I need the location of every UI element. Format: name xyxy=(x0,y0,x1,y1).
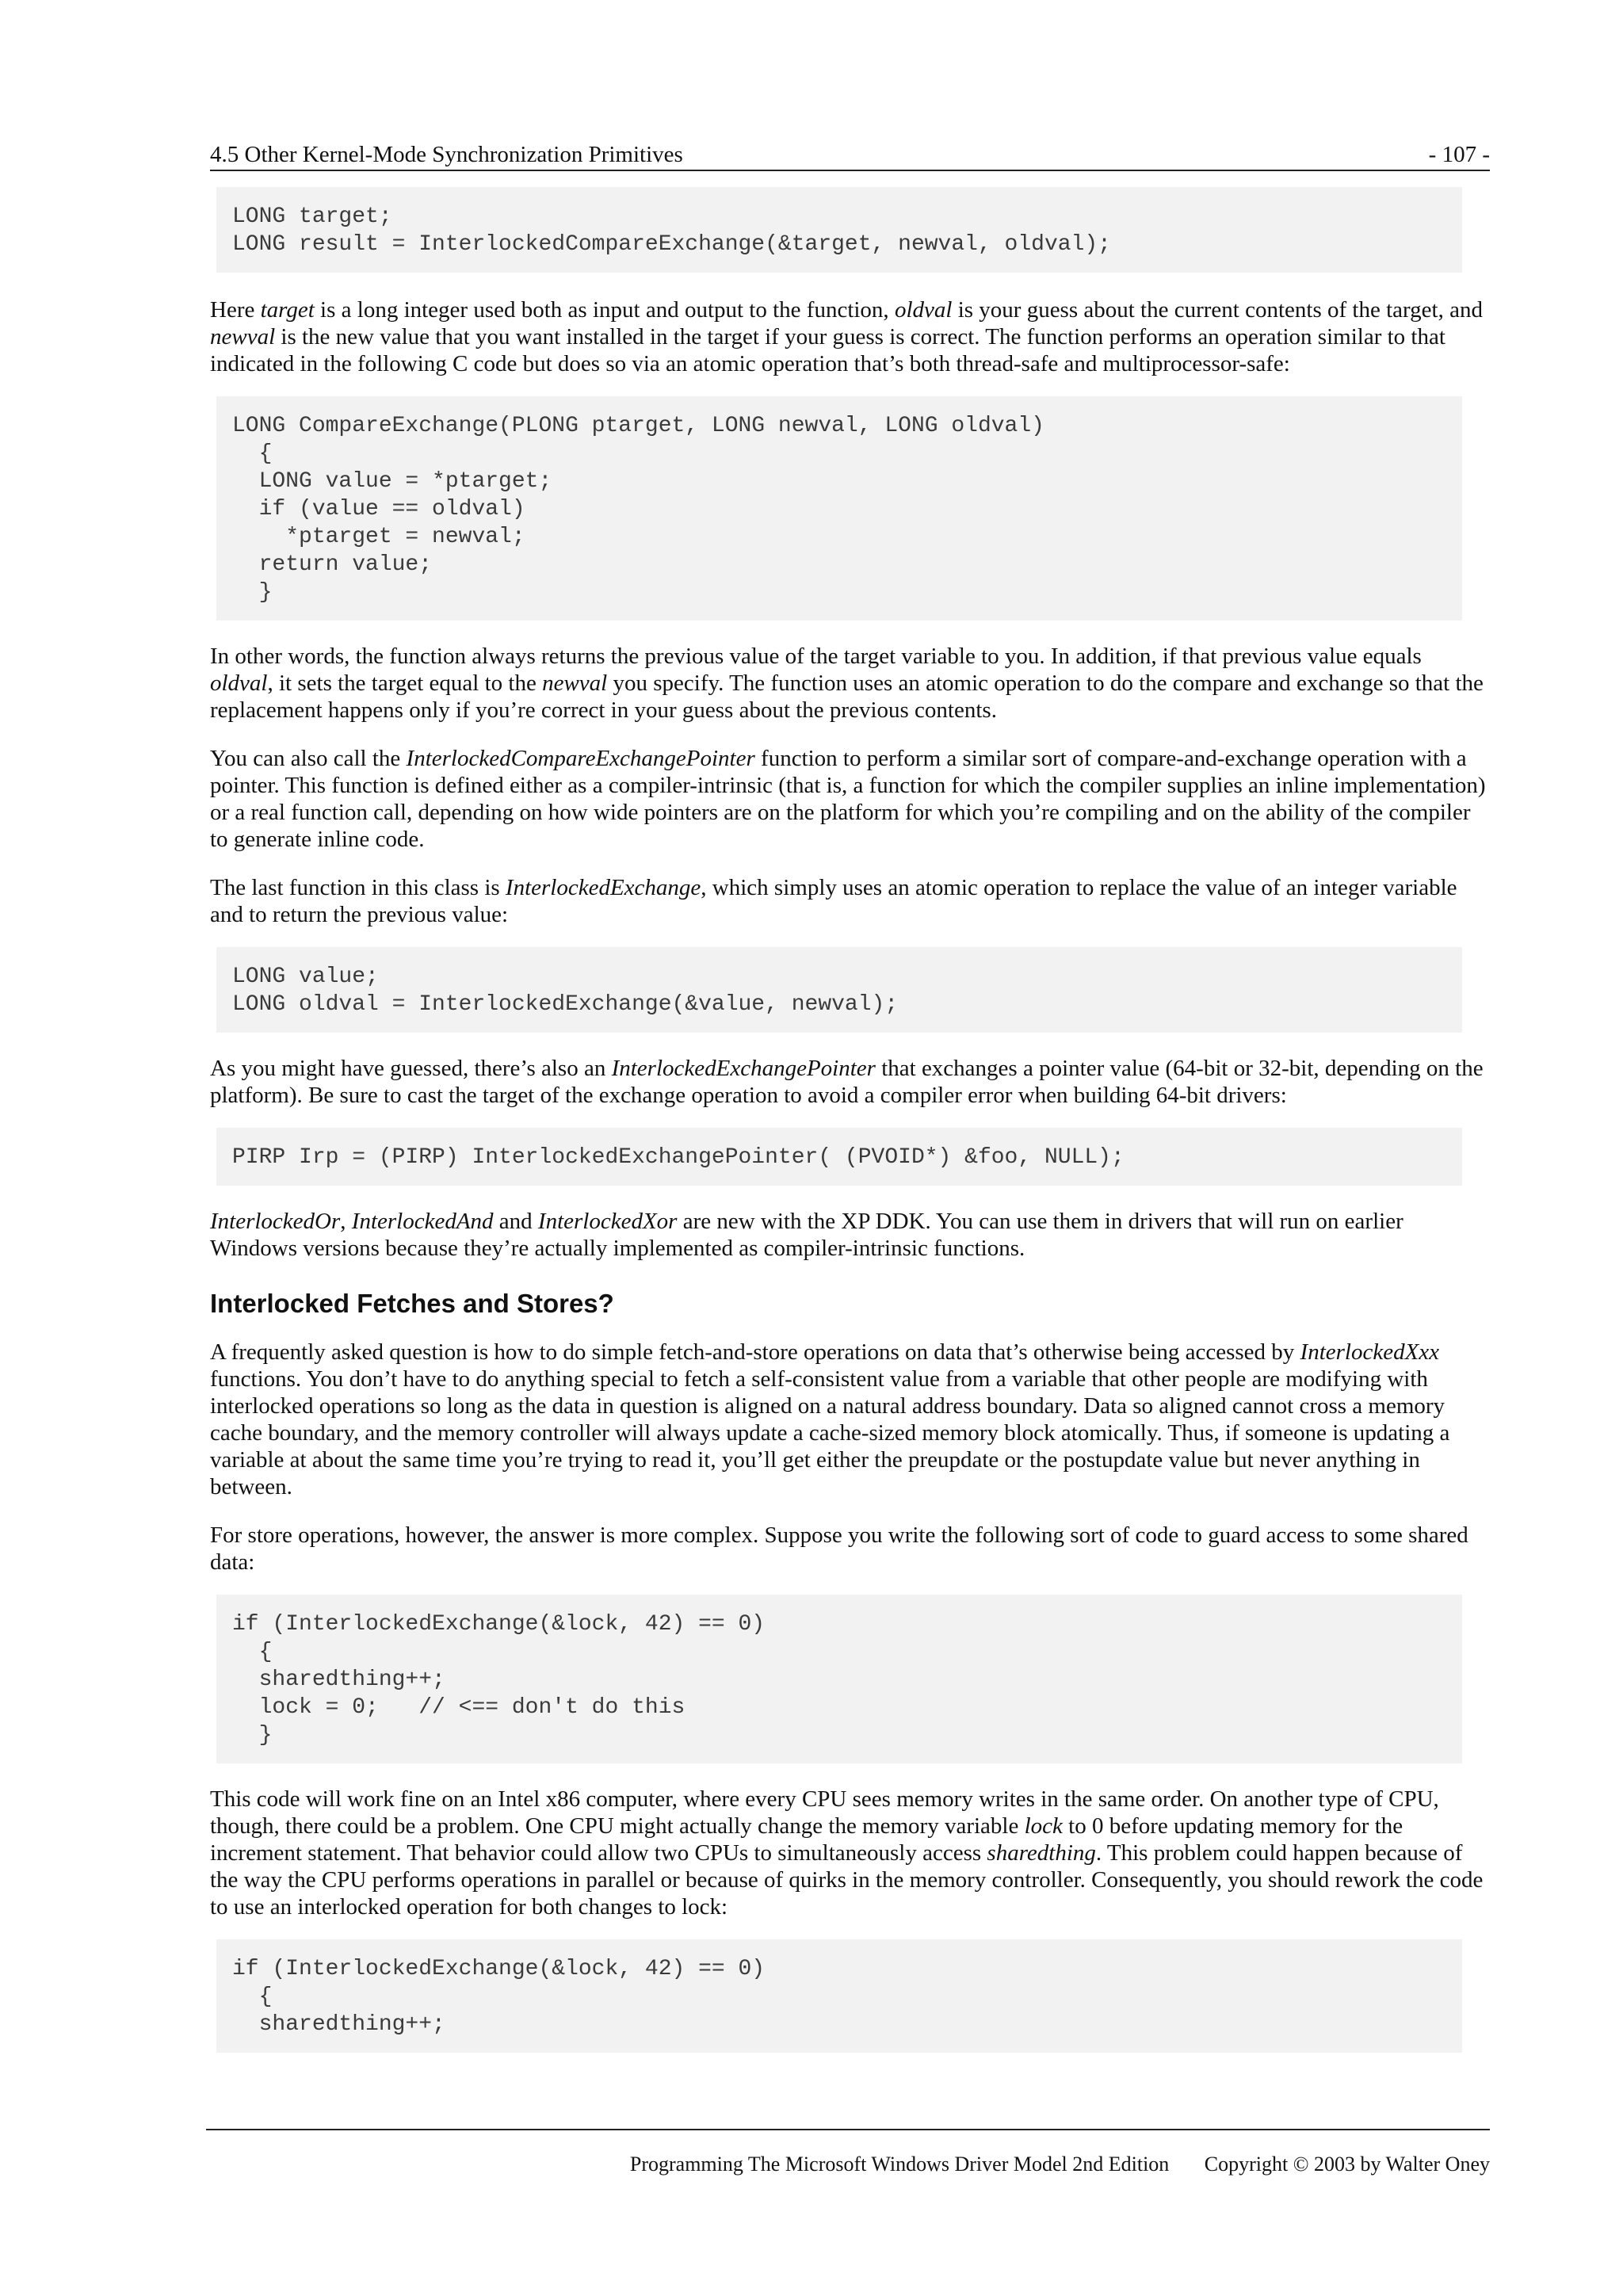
text-run: The last function in this class is xyxy=(210,875,506,900)
text-run: that exchanges a pointer value (64-bit or 32-bit, depending on the platform). Be sure to cast the target of the exchange operation to avoid a compiler error when building 64-bit drivers: xyxy=(210,1056,1484,1108)
paragraph-4 xyxy=(210,874,1490,928)
page-number: - 107 - xyxy=(1428,142,1490,167)
text-run: For store operations, however, the answer is more complex. Suppose you write the following sort of code to guard access to some shared data: xyxy=(210,1522,1468,1575)
paragraph-8 xyxy=(210,1522,1490,1576)
emphasized-term: oldval xyxy=(210,670,268,696)
emphasized-term: newval xyxy=(210,324,276,350)
text-run: , which simply uses an atomic operation to replace the value of an integer variable and to return the previous value: xyxy=(210,875,1457,927)
text-run: , xyxy=(340,1209,352,1234)
paragraph-3 xyxy=(210,745,1490,853)
emphasized-term: newval xyxy=(542,670,608,696)
code-block-6: if (InterlockedExchange(&lock, 42) == 0) { sharedthing++; xyxy=(216,1939,1462,2053)
paragraph-9 xyxy=(210,1786,1490,1920)
emphasized-term: InterlockedExchange xyxy=(505,875,701,900)
text-run: As you might have guessed, there’s also an xyxy=(210,1056,612,1081)
emphasized-term: lock xyxy=(1024,1813,1063,1839)
page-footer xyxy=(206,2129,1490,2176)
emphasized-term: oldval xyxy=(894,297,953,323)
emphasized-term: InterlockedCompareExchangePointer xyxy=(406,746,755,771)
emphasized-term: InterlockedAnd xyxy=(351,1209,494,1234)
text-run: are new with the XP DDK. You can use them in drivers that will run on earlier Windows versions because they’re actually implemented as compiler-intrinsic functions. xyxy=(210,1209,1403,1261)
text-run: and xyxy=(493,1209,538,1234)
paragraph-7 xyxy=(210,1339,1490,1500)
section-title: 4.5 Other Kernel-Mode Synchronization Primitives xyxy=(210,142,683,167)
text-run: You can also call the xyxy=(210,746,407,771)
code-block-2: LONG CompareExchange(PLONG ptarget, LONG newval, LONG oldval) { LONG value = *ptarget; if (value == oldval) *ptarget = newval; return value; } xyxy=(216,396,1462,621)
emphasized-term: sharedthing xyxy=(987,1840,1096,1866)
emphasized-term: InterlockedExchangePointer xyxy=(611,1056,876,1081)
text-run: you specify. The function uses an atomic operation to do the compare and exchange so that the replacement happens only if you’re correct in your guess about the previous contents. xyxy=(210,670,1484,723)
text-run: , it sets the target equal to the xyxy=(267,670,543,696)
emphasized-term: target xyxy=(260,297,315,323)
paragraph-1 xyxy=(210,296,1490,377)
paragraph-5 xyxy=(210,1055,1490,1109)
text-run: A frequently asked question is how to do simple fetch-and-store operations on data that’s otherwise being accessed by xyxy=(210,1339,1300,1365)
text-run: This code will work fine on an Intel x86 computer, where every CPU sees memory writes in the same order. On another type of CPU, though, there could be a problem. One CPU might actually change the memory variable xyxy=(210,1786,1439,1839)
page-content xyxy=(210,119,1490,2053)
text-run: Here xyxy=(210,297,261,323)
code-block-5: if (InterlockedExchange(&lock, 42) == 0) { sharedthing++; lock = 0; // <== don't do this } xyxy=(216,1595,1462,1763)
footer-copyright: Copyright © 2003 by Walter Oney xyxy=(1204,2153,1490,2176)
text-run: In other words, the function always returns the previous value of the target variable to you. In addition, if that previous value equals xyxy=(210,644,1422,669)
code-block-1: LONG target; LONG result = InterlockedCompareExchange(&target, newval, oldval); xyxy=(216,187,1462,273)
text-run: is a long integer used both as input and output to the function, xyxy=(314,297,895,323)
text-run: functions. You don’t have to do anything special to fetch a self-consistent value from a variable that other people are modifying with interlocked operations so long as the data in question is aligned on a natural address boundary. Data so aligned cannot cross a memory cache boundary, and the memory controller will always update a cache-sized memory block atomically. Thus, if someone is updating a variable at about the same time you’re trying to read it, you’ll get either the preupdate or the postupdate value but never anything in between. xyxy=(210,1366,1450,1499)
running-header xyxy=(210,127,1490,171)
paragraph-6 xyxy=(210,1208,1490,1262)
text-run: is the new value that you want installed in the target if your guess is correct. The function performs an operation similar to that indicated in the following C code but does so via an atomic operation that’s both thread-safe and multiprocessor-safe: xyxy=(210,324,1445,376)
emphasized-term: InterlockedXxx xyxy=(1300,1339,1440,1365)
code-block-3: LONG value; LONG oldval = InterlockedExchange(&value, newval); xyxy=(216,947,1462,1033)
text-run: function to perform a similar sort of compare-and-exchange operation with a pointer. This function is defined either as a compiler-intrinsic (that is, a function for which the compiler supplies an inline implementation) or a real function call, depending on how wide pointers are on the platform for which you’re compiling and on the ability of the compiler to generate inline code. xyxy=(210,746,1486,852)
text-run: . This problem could happen because of the way the CPU performs operations in parallel or because of quirks in the memory controller. Consequently, you should rework the code to use an interlocked operation for both changes to lock: xyxy=(210,1840,1484,1920)
code-block-4: PIRP Irp = (PIRP) InterlockedExchangePointer( (PVOID*) &foo, NULL); xyxy=(216,1128,1462,1186)
footer-book-title: Programming The Microsoft Windows Driver Model 2nd Edition xyxy=(629,2153,1170,2176)
text-run: is your guess about the current contents of the target, and xyxy=(952,297,1483,323)
text-run: to 0 before updating memory for the increment statement. That behavior could allow two CPUs to simultaneously access xyxy=(210,1813,1403,1866)
emphasized-term: InterlockedXor xyxy=(537,1209,678,1234)
emphasized-term: InterlockedOr xyxy=(210,1209,341,1234)
paragraph-2 xyxy=(210,643,1490,724)
subheading: Interlocked Fetches and Stores? xyxy=(210,1289,614,1318)
